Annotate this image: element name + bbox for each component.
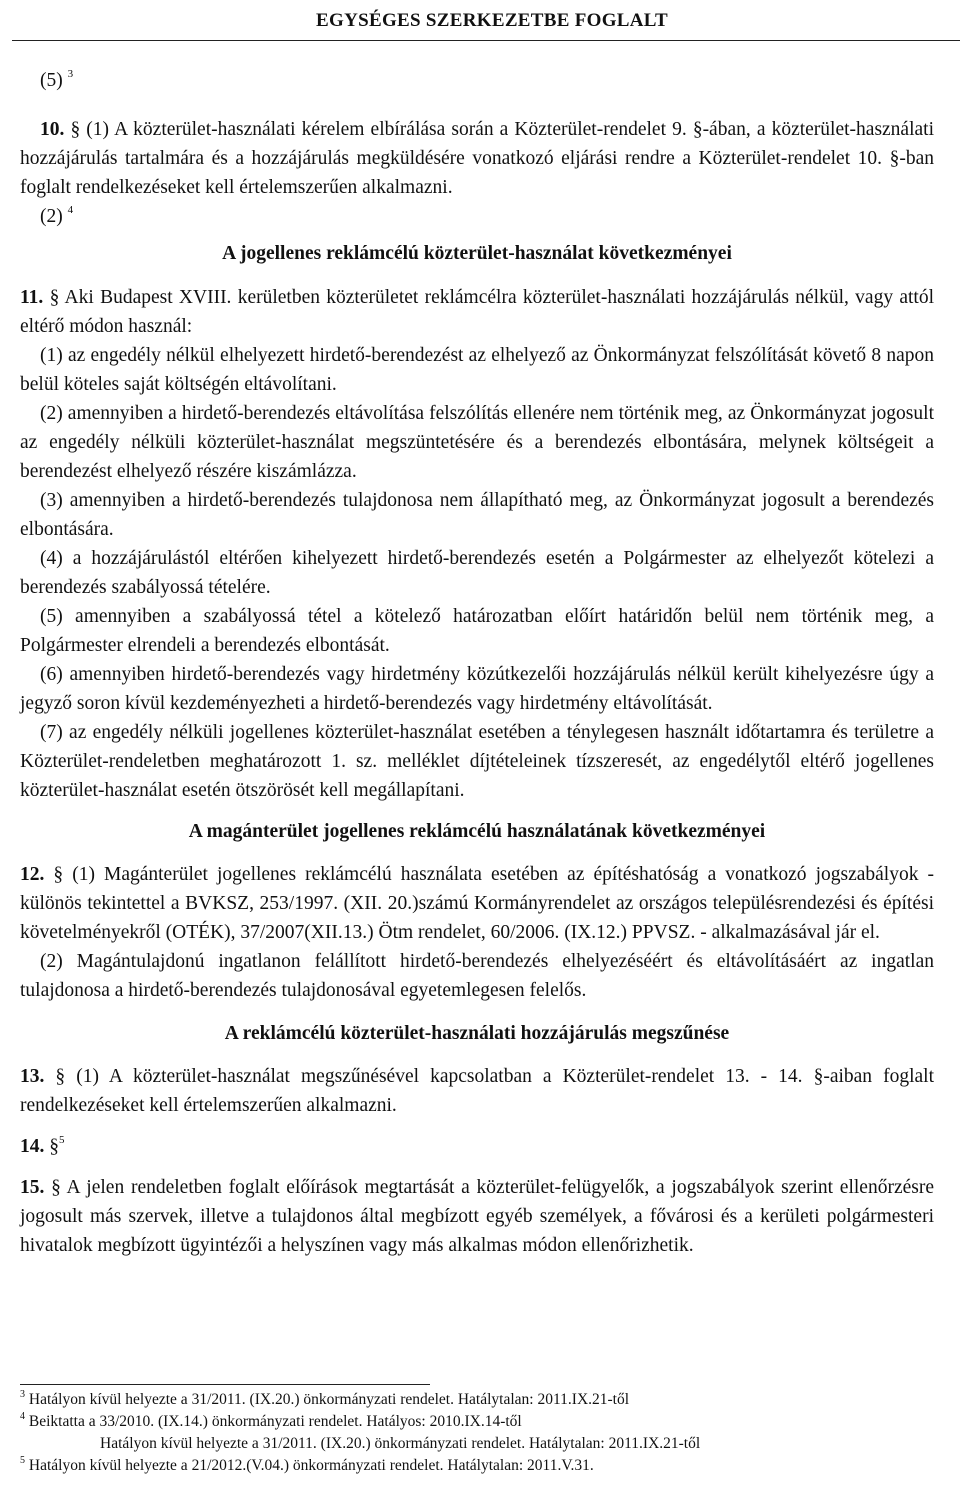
section-13-text: § (1) A közterület-használat megszűnésével kapcsolatban a Közterület-rendelet 13. - 14. §-aiban foglalt rendelkezéseket kell értelemszerűen alkalmazni. [20, 1066, 935, 1116]
section-12-para-2: (2) Magántulajdonú ingatlanon felállított hirdető-berendezés elhelyezéséért és eltávolításáért az ingatlan tulajdonosa a hirdető-berendezés tulajdonosával egyetemlegesen felelős. [20, 951, 934, 1001]
section-11-para-2: (2) amennyiben a hirdető-berendezés eltávolítása felszólítás ellenére nem történik meg, az Önkormányzat jogosult az engedély nélküli közterület-használat megszüntetésére és a berendezés elbontására, melynek költségeit a berendezést elhelyező részére kiszámlázza. [20, 403, 934, 482]
section-5-label: (5) [40, 70, 63, 91]
section-11-para-1: (1) az engedély nélkül elhelyezett hirdető-berendezést az elhelyező az Önkormányzat felszólítását követő 8 napon belül köteles saját költségén eltávolítani. [20, 345, 934, 395]
footnote-3 [20, 1389, 934, 1411]
section-11-para-4: (4) a hozzájárulástól eltérően kihelyezett hirdető-berendezés esetén a Polgármester az elhelyezőt kötelezi a berendezés szabályossá tételére. [20, 548, 934, 598]
section-10-text: § (1) A közterület-használati kérelem elbírálása során a Közterület-rendelet 9. §-ában, a közterület-használati hozzájárulás tartalmára és a hozzájárulás megküldésére vonatkozó eljárási rendre a Közterület-rendelet 10. §-ban foglalt rendelkezéseket kell értelemszerűen alkalmazni. [20, 119, 935, 198]
section-10-para-2-label: (2) [40, 206, 63, 227]
document-body [20, 66, 934, 1260]
section-11-intro [20, 283, 934, 341]
section-11-intro-text: § Aki Budapest XVIII. kerületben közterületet reklámcélra közterület-használati hozzájárulás nélkül, vagy attól eltérő módon használ: [20, 287, 935, 337]
footnote-ref-5: 5 [59, 1134, 65, 1146]
section-11-para-5: (5) amennyiben a szabályossá tétel a kötelező határozatban előírt határidőn belül nem történik meg, a Polgármester elrendeli a berendezés elbontását. [20, 606, 934, 656]
section-14-repealed [20, 1132, 934, 1161]
section-12-para-1-text: § (1) Magánterület jogellenes reklámcélú használata esetében az építéshatóság a vonatkozó jogszabályok - különös tekintettel a BVKSZ, 253/1997. (XII. 20.)számú Kormányrendelet az országos településrendezési és építési követelményekről (OTÉK), 37/2007(XII.13.) Ötm rendelet, 60/2006. (IX.12.) PPVSZ. - alkalmazásával jár el. [20, 864, 934, 943]
section-10-para-2 [20, 202, 934, 231]
section-13-number: 13. [20, 1066, 45, 1087]
footnote-text: Hatályon kívül helyezte a 31/2011. (IX.20.) önkormányzati rendelet. Hatálytalan: 2011.IX.21-től [28, 1391, 630, 1408]
section-12-number: 12. [20, 864, 45, 885]
document-status-title: EGYSÉGES SZERKEZETBE FOGLALT [316, 10, 668, 31]
footnote-ref-3: 3 [67, 68, 74, 80]
section-5-repealed [20, 66, 934, 95]
footnote-text: Hatályon kívül helyezte a 21/2012.(V.04.) önkormányzati rendelet. Hatálytalan: 2011.V.31. [28, 1457, 594, 1474]
heading-termination: A reklámcélú közterület-használati hozzájárulás megszűnése [224, 1023, 730, 1044]
section-10-para-1 [20, 115, 934, 202]
section-13 [20, 1062, 934, 1120]
footnote-4 [20, 1411, 934, 1433]
section-15 [20, 1173, 934, 1260]
section-14-mark: § [49, 1136, 59, 1157]
footnote-ref-4: 4 [67, 204, 74, 216]
section-10-number: 10. [40, 119, 65, 140]
heading-private-property-use: A magánterület jogellenes reklámcélú használatának következményei [188, 821, 766, 842]
section-11-para-3: (3) amennyiben a hirdető-berendezés tulajdonosa nem állapítható meg, az Önkormányzat jogosult a berendezés elbontására. [20, 490, 934, 540]
footnote-mark: 3 [20, 1389, 25, 1400]
footnotes [20, 1384, 934, 1477]
footnote-divider [20, 1384, 430, 1385]
section-11-para-7: (7) az engedély nélküli jogellenes közterület-használat esetében a ténylegesen használt időtartamra és területre a Közterület-rendeletben meghatározott 1. sz. melléklet díjtételeinek tízszeresét, az engedélytől eltérő jogellenes közterület-használat esetén ötszörösét kell megállapítani. [20, 722, 934, 801]
footnote-5 [20, 1455, 934, 1477]
footnote-mark: 5 [20, 1455, 25, 1466]
section-11-number: 11. [20, 287, 44, 308]
section-15-text: § A jelen rendeletben foglalt előírások megtartását a közterület-felügyelők, a jogszabályok szerint ellenőrzésre jogosult más szervek, illetve a tulajdonos által megbízott egyéb személyek, a fővárosi és a kerületi polgármesteri hivatalok megbízott ügyintézői a helyszínen vagy más alkalmas módon ellenőrizhetik. [20, 1177, 934, 1256]
page-header [0, 0, 960, 50]
section-15-number: 15. [20, 1177, 45, 1198]
header-divider [12, 40, 960, 41]
footnote-text: Beiktatta a 33/2010. (IX.14.) önkormányzati rendelet. Hatályos: 2010.IX.14-től [28, 1413, 522, 1430]
heading-unlawful-public-use: A jogellenes reklámcélú közterület-használat következményei [222, 243, 732, 264]
footnote-4-continued [20, 1433, 934, 1455]
section-11-para-6: (6) amennyiben hirdető-berendezés vagy hirdetmény közútkezelői hozzájárulás nélkül került kihelyezésre úgy a jegyző soron kívül kezdeményezheti a hirdető-berendezés vagy hirdetmény eltávolítását. [20, 664, 934, 714]
footnote-text: Hatályon kívül helyezte a 31/2011. (IX.20.) önkormányzati rendelet. Hatálytalan: 2011.IX.21-től [100, 1435, 701, 1452]
footnote-mark: 4 [20, 1411, 25, 1422]
section-12-para-1 [20, 860, 934, 947]
section-14-number: 14. [20, 1136, 45, 1157]
